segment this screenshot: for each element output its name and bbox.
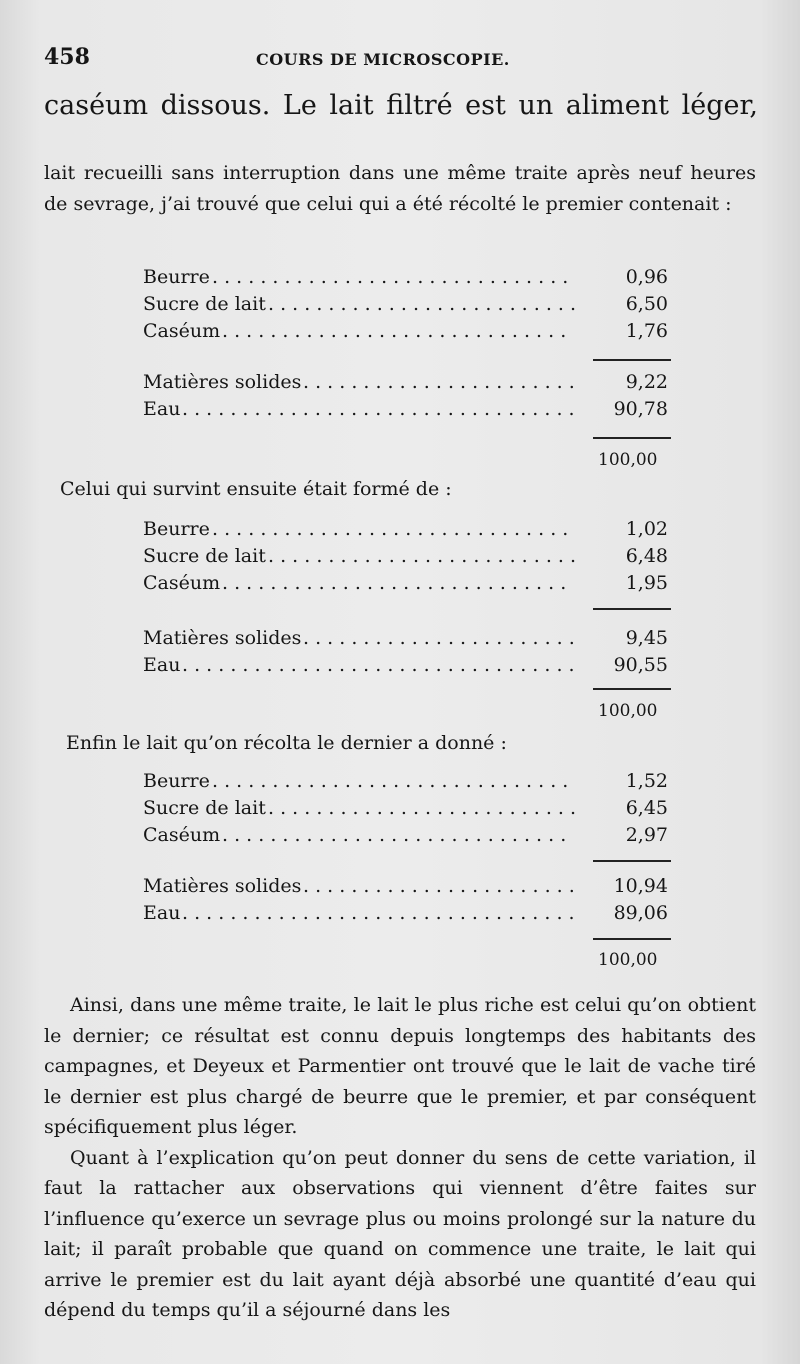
row-value: 89,06 <box>613 902 668 924</box>
analysis-table-3 <box>143 768 668 927</box>
row-value: 9,22 <box>625 371 668 393</box>
dot-leader: . . . . . . . . . . . . . . . . . . . . . . . . . . . . . <box>222 824 567 846</box>
paragraph-conclusion: Ainsi, dans une même traite, le lait le plus riche est celui qu’on obtient le dernier; ce résultat est connu depuis longtemps des habitants des campagnes, et Deyeux et Parmentier ont trouvé que le lait de vache tiré le dernier est plus chargé de beurre que le premier, et par conséquent spécifiquement plus léger. <box>44 994 756 1138</box>
table-row <box>143 516 668 543</box>
row-value: 90,55 <box>613 654 668 676</box>
paragraph-explanation: Quant à l’explication qu’on peut donner du sens de cette variation, il faut la rattacher aux observations qui viennent d’être faites sur l’influence qu’exerce un sevrage plus ou moins prolongé sur la nature du lait; il paraît probable que quand on commence une traite, le lait qui arrive le premier est du lait ayant déjà absorbé une quantité d’eau qui dépend du temps qu’il a séjourné dans les <box>44 1146 756 1321</box>
sum-rule <box>593 359 671 361</box>
row-label: Eau <box>143 902 181 924</box>
row-value: 1,76 <box>625 320 668 342</box>
table-row <box>143 396 668 423</box>
row-value: 6,45 <box>625 797 668 819</box>
row-label: Beurre <box>143 770 210 792</box>
row-label: Caséum <box>143 572 221 594</box>
table-row <box>143 822 668 849</box>
dot-leader: . . . . . . . . . . . . . . . . . . . . . . . . . . . . . <box>222 572 567 594</box>
row-label: Sucre de lait <box>143 545 266 567</box>
carryover-line: caséum dissous. Le lait filtré est un aliment léger, <box>44 90 758 121</box>
dot-leader: . . . . . . . . . . . . . . . . . . . . . . . . . . . . . . <box>212 518 569 540</box>
sum-rule <box>593 860 671 862</box>
row-label: Matières solides <box>143 875 302 897</box>
analysis-table-1 <box>143 264 668 423</box>
sum-rule <box>593 938 671 940</box>
row-value: 1,52 <box>625 770 668 792</box>
row-value: 1,95 <box>625 572 668 594</box>
sum-rule <box>593 608 671 610</box>
table-total: 100,00 <box>598 450 658 470</box>
row-label: Sucre de lait <box>143 293 266 315</box>
dot-leader: . . . . . . . . . . . . . . . . . . . . . . . . . . <box>268 293 577 315</box>
table-row <box>143 369 668 396</box>
table-row <box>143 900 668 927</box>
table-row <box>143 570 668 597</box>
dot-leader: . . . . . . . . . . . . . . . . . . . . . . . . . . . . . <box>222 320 567 342</box>
dot-leader: . . . . . . . . . . . . . . . . . . . . . . . <box>303 371 575 393</box>
table-total: 100,00 <box>598 701 658 721</box>
dot-leader: . . . . . . . . . . . . . . . . . . . . . . . . . . <box>268 545 577 567</box>
dot-leader: . . . . . . . . . . . . . . . . . . . . . . . . . . <box>268 797 577 819</box>
dot-leader: . . . . . . . . . . . . . . . . . . . . . . . . . . . . . . . . . <box>182 398 575 420</box>
table-row <box>143 543 668 570</box>
table-row <box>143 625 668 652</box>
row-value: 10,94 <box>613 875 668 897</box>
table-row <box>143 795 668 822</box>
intro-text: lait recueilli sans interruption dans une même traite après neuf heures de sevrage, j’ai trouvé que celui qui a été récolté le premier contenait : <box>44 162 756 215</box>
table-intro: Enfin le lait qu’on récolta le dernier a donné : <box>66 732 507 754</box>
page-number: 458 <box>44 44 90 70</box>
table-row <box>143 264 668 291</box>
table-row <box>143 768 668 795</box>
running-title: COURS DE MICROSCOPIE. <box>256 50 510 69</box>
sum-rule <box>593 437 671 439</box>
table-row <box>143 291 668 318</box>
row-label: Eau <box>143 654 181 676</box>
dot-leader: . . . . . . . . . . . . . . . . . . . . . . . . . . . . . . . . . <box>182 902 575 924</box>
row-label: Matières solides <box>143 371 302 393</box>
dot-leader: . . . . . . . . . . . . . . . . . . . . . . . . . . . . . . <box>212 266 569 288</box>
sum-rule <box>593 688 671 690</box>
row-value: 0,96 <box>625 266 668 288</box>
row-value: 1,02 <box>625 518 668 540</box>
page-header <box>44 44 756 80</box>
analysis-table-2 <box>143 516 668 679</box>
dot-leader: . . . . . . . . . . . . . . . . . . . . . . . <box>303 627 575 649</box>
row-value: 90,78 <box>613 398 668 420</box>
row-label: Caséum <box>143 320 221 342</box>
dot-leader: . . . . . . . . . . . . . . . . . . . . . . . <box>303 875 575 897</box>
row-label: Beurre <box>143 518 210 540</box>
row-value: 9,45 <box>625 627 668 649</box>
table-total: 100,00 <box>598 950 658 970</box>
row-label: Sucre de lait <box>143 797 266 819</box>
row-label: Eau <box>143 398 181 420</box>
row-label: Beurre <box>143 266 210 288</box>
table-intro: Celui qui survint ensuite était formé de : <box>60 478 452 500</box>
table-row <box>143 318 668 345</box>
dot-leader: . . . . . . . . . . . . . . . . . . . . . . . . . . . . . . <box>212 770 569 792</box>
row-value: 6,50 <box>625 293 668 315</box>
row-label: Caséum <box>143 824 221 846</box>
intro-paragraph <box>44 158 756 219</box>
table-row <box>143 873 668 900</box>
body-text <box>44 990 756 1326</box>
dot-leader: . . . . . . . . . . . . . . . . . . . . . . . . . . . . . . . . . <box>182 654 575 676</box>
row-value: 6,48 <box>625 545 668 567</box>
row-value: 2,97 <box>625 824 668 846</box>
table-row <box>143 652 668 679</box>
row-label: Matières solides <box>143 627 302 649</box>
